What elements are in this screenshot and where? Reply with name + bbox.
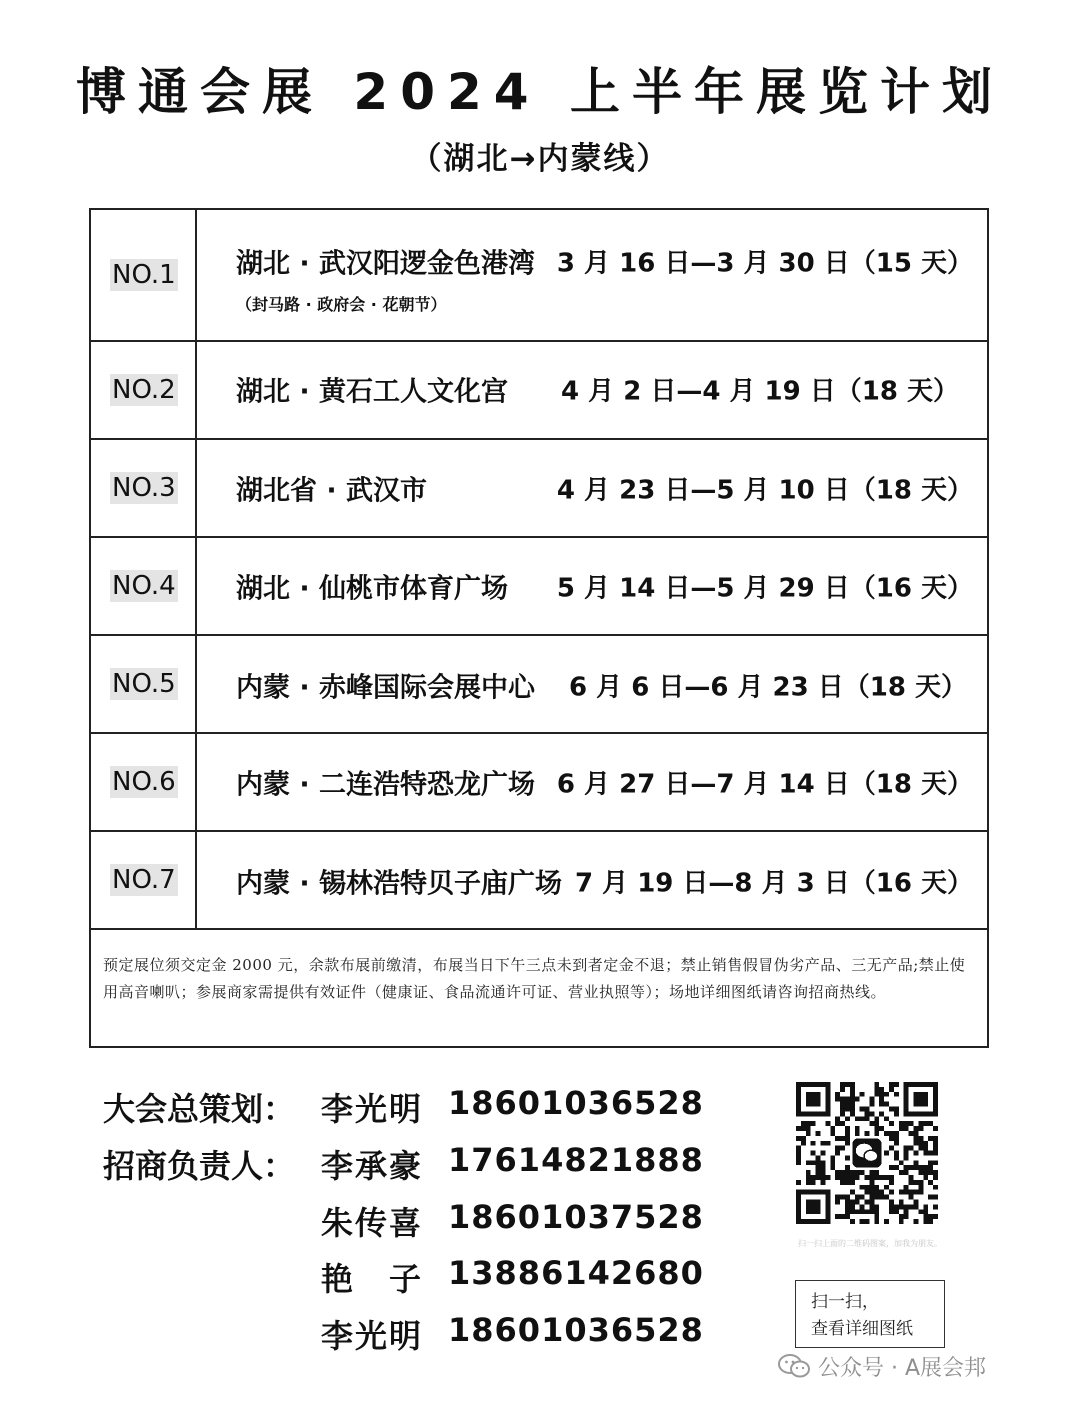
schedule-row: [91, 734, 987, 832]
page-title: 博通会展 2024 上半年展览计划: [76, 63, 1004, 121]
date-range: 6 月 6 日—6 月 23 日（18 天）: [569, 672, 967, 703]
schedule-row: [91, 636, 987, 734]
schedule-table: [89, 208, 989, 1048]
venue-name: 内蒙 · 赤峰国际会展中心: [236, 672, 536, 704]
schedule-row: [91, 538, 987, 636]
qr-code-icon[interactable]: [796, 1082, 938, 1224]
contact-name: 李光明: [321, 1090, 424, 1128]
wechat-icon: [778, 1353, 810, 1379]
row-number: NO.2: [112, 375, 176, 405]
date-range: 7 月 19 日—8 月 3 日（16 天）: [575, 868, 973, 899]
date-range: 3 月 16 日—3 月 30 日（15 天）: [556, 248, 973, 279]
row-number: NO.1: [112, 260, 176, 290]
contact-phone: 18601036528: [448, 1084, 704, 1122]
contact-name: 艳 子: [321, 1260, 424, 1298]
venue-name: 内蒙 · 二连浩特恐龙广场: [236, 769, 536, 801]
contact-name: 李承豪: [321, 1147, 424, 1185]
schedule-row: [91, 832, 987, 930]
venue-name: 湖北 · 仙桃市体育广场: [236, 573, 509, 605]
date-range: 6 月 27 日—7 月 14 日（18 天）: [556, 769, 973, 800]
booking-notice: 预定展位须交定金 2000 元，余款布展前缴清，布展当日下午三点未到者定金不退；禁止销售假冒伪劣产品、三无产品;禁止使用高音喇叭；参展商家需提供有效证件（健康证、食品流通许可证、营业执照等）；场地详细图纸请咨询招商热线。: [103, 956, 966, 1001]
date-range: 4 月 2 日—4 月 19 日（18 天）: [561, 376, 959, 407]
date-range: 5 月 14 日—5 月 29 日（16 天）: [556, 573, 973, 604]
row-number: NO.5: [112, 669, 176, 699]
watermark: [778, 1349, 1068, 1383]
watermark-text: 公众号 · A展会邦: [818, 1356, 987, 1381]
qr-caption: 扫一扫上面的二维码图案，加我为朋友。: [798, 1239, 942, 1248]
venue-name: 湖北 · 黄石工人文化宫: [236, 376, 509, 408]
contact-name: 李光明: [321, 1317, 424, 1355]
venue-note: （封马路 · 政府会 · 花朝节）: [236, 295, 447, 314]
row-number: NO.6: [112, 767, 176, 797]
venue-name: 湖北省 · 武汉市: [236, 475, 428, 507]
page-subtitle: （湖北→内蒙线）: [410, 141, 670, 177]
contact-phone: 18601036528: [448, 1311, 704, 1349]
venue-name: 湖北 · 武汉阳逻金色港湾: [236, 248, 536, 280]
scan-line-2: 查看详细图纸: [811, 1319, 913, 1339]
row-number: NO.4: [112, 571, 176, 601]
contact-phone: 17614821888: [448, 1141, 704, 1179]
contact-role: 大会总策划：: [103, 1090, 296, 1128]
contact-phone: 18601037528: [448, 1198, 704, 1236]
schedule-row: [91, 210, 987, 342]
contact-role: 招商负责人：: [103, 1147, 296, 1185]
row-number: NO.7: [112, 865, 176, 895]
schedule-row: [91, 440, 987, 538]
scan-instruction-box: [795, 1280, 945, 1348]
schedule-row: [91, 342, 987, 440]
date-range: 4 月 23 日—5 月 10 日（18 天）: [556, 475, 973, 506]
contact-name: 朱传喜: [321, 1204, 424, 1242]
row-number: NO.3: [112, 473, 176, 503]
venue-name: 内蒙 · 锡林浩特贝子庙广场: [236, 868, 563, 900]
contact-phone: 13886142680: [448, 1254, 704, 1292]
scan-line-1: 扫一扫，: [811, 1292, 879, 1312]
